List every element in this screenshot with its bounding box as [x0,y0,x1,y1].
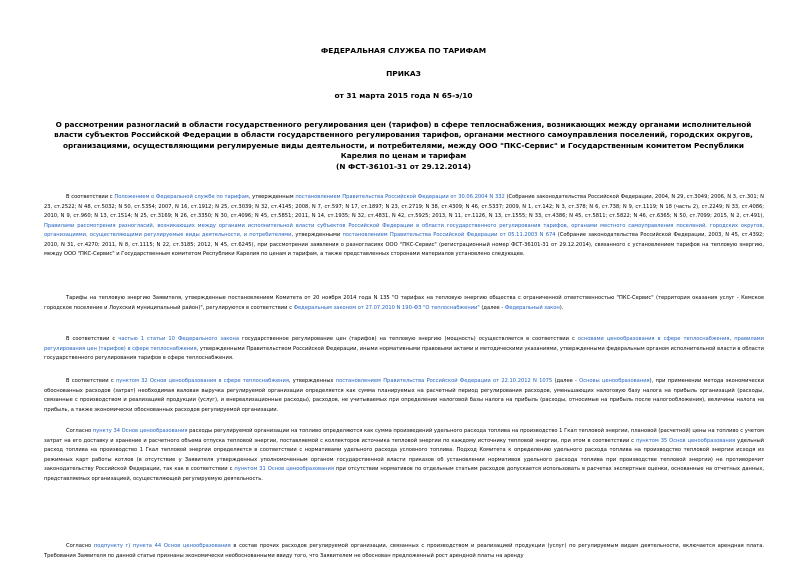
paragraph-text: ). [559,304,564,311]
paragraph-text: Тарифы на тепловую энергию Заявителя, утвержденные постановлением Комитета от 20 ноября 2014 года N 135 "О тарифах на тепловую энергию общества с ограниченной ответственностью "ПКС-Сервис" (территория оказания услуг - Кемское городское поселение и Лоухский муниципальный район)", регулируются в соответствии с [44,295,764,311]
document-link[interactable]: частью 1 статьи 10 Федерального закона [118,336,240,342]
document-link[interactable]: постановлением Правительства Российской Федерации от 05.11.2003 N 674 [342,232,556,238]
document-link[interactable]: Федеральным законом от 27.07.2010 N 190-ФЗ "О теплоснабжении" [293,304,480,311]
paragraph-6 [44,542,764,561]
document-link[interactable]: подпункту г) пункта 44 Основ ценообразования [93,543,231,549]
document-link[interactable]: пункту 34 Основ ценообразования [92,428,188,434]
paragraph-3 [44,335,764,364]
document-title [44,120,763,172]
paragraph-text: Согласно [66,428,93,434]
paragraph-text: В соответствии с [66,336,119,342]
document-link[interactable]: постановлением Правительства Российской Федерации от 30.06.2004 N 332 [295,194,505,200]
document-link[interactable]: пунктом 31 Основ ценообразования [234,466,334,472]
paragraph-text: при отсутствии нормативов по отдельным статьям расходов допускается использовать в расчетах экспертные оценки, основанные на отчетных данных, представляемых организацией, осуществляющей регулируемую деятельность. [44,466,765,482]
document-link[interactable]: Правилами рассмотрения разногласий, возникающих между органами исполнительной власти субъектов Российской Федерации в области государственного регулирования тарифов, органами местного самоуправления поселений, городских округов, организациями, осуществляющими регулируемые виды деятельности, и потребителями [44,222,764,238]
paragraph-text: , утвержденным [248,194,296,200]
document-title-number: (N ФСТ-36101-31 от 29.12.2014) [336,161,471,171]
document-link[interactable]: пунктом 32 Основ ценообразования в сфере теплоснабжения [115,378,289,384]
paragraph-text: В соответствии с [66,194,115,200]
document-type-heading: ПРИКАЗ [386,69,421,78]
paragraph-text: (Собрание законодательства Российской Федерации, 2003, N 45, ст.4392; 2010, N 31, ст.4270; 2011, N 8, ст.1115; N 22, ст.3185; 2012, N 45, ст.6245), при рассмотрении заявления о разногласиях ООО "ПКС-Сервис" (регистрационный номер ФСТ-36101-31 от 29.12.2014), связанного с установлением тарифов на тепловую энергию, между ООО "ПКС-Сервис" и Государственным комитетом Республики Карелия по ценам и тарифам, а также представленных сторонами материалов установлено следующее. [44,232,764,257]
paragraph-text: расходы регулируемой организации на топливо определяются как сумма произведений удельного расхода топлива на производство 1 Гкал тепловой энергии, плановой (расчетной) цены на топливо с учетом затрат на его доставку и хранение и расчетного объема отпуска тепловой энергии, поставляемой с коллекторов источника тепловой энергии по каждому источнику тепловой энергии, при этом в соответствии с [44,428,764,444]
paragraph-text: , [729,336,735,342]
paragraph-text: , утвержденными Правительством Российской Федерации, иными нормативными правовыми актами и методическими указаниями, утвержденными федеральным органом исполнительной власти в области государственного регулирования тарифов в сфере теплоснабжения. [44,345,764,361]
document-link[interactable]: правилами регулирования цен (тарифов) в сфере теплоснабжения [44,336,764,352]
paragraph-text: , утвержденными [291,232,343,238]
document-date: от 31 марта 2015 года N 65-э/10 [334,91,473,100]
document-link[interactable]: Положением о Федеральной службе по тарифам [114,194,249,200]
document-title-text: О рассмотрении разногласий в области государственного регулирования цен (тарифов) в сфере теплоснабжения, возникающих между органами исполнительной власти субъектов Российской Федерации в области государственного регулирования тарифов, органами местного самоуправления поселений, городских округов, организациями, осуществляющими регулируемые виды деятельности, и потребителями, между ООО "ПКС-Сервис" и Государственным комитетом Республики Карелия по ценам и тарифам [54,120,753,161]
paragraph-text: , утвержденных [288,378,336,384]
document-link[interactable]: Основы ценообразования [579,378,650,384]
paragraph-text: государственное регулирование цен (тарифов) на тепловую энергию (мощность) осуществляется в соответствии с [239,336,578,342]
paragraph-text: (Собрание законодательства Российской Федерации, 2004, N 29, ст.3049; 2006, N 3, ст.301; N 23, ст.2522; N 48, ст.5032; N 50, ст.5354; 2007, N 16, ст.1912; N 25, ст.3039; N 32, ст.4145; 2008, N 7, ст.597; N 17, ст.1897; N 23, ст.2719; N 38, ст.4309; N 46, ст.5337; 2009, N 1, ст.142; N 3, ст.378; N 6, ст.738; N 9, ст.1119; N 18 (часть 2), ст.2249; N 33, ст.4086; 2010, N 9, ст.960; N 13, ст.1514; N 25, ст.3169; N 26, ст.3350; N 30, ст.4096; N 45, ст.5851; 2011, N 14, ст.1935; N 32, ст.4831, N 42, ст.5925; 2013, N 11, ст.1126, N 13, ст.1555; N 33, ст.4386; N 45, ст.5811; ст.5822; N 46, ст.6365; N 50, ст.7099; 2015, N 2, ст.491), [44,194,764,219]
paragraph-5 [44,427,764,484]
paragraph-text: (далее - [552,378,580,384]
organization-heading: ФЕДЕРАЛЬНАЯ СЛУЖБА ПО ТАРИФАМ [320,46,487,55]
document-link[interactable]: основами ценообразования в сфере теплоснабжения [577,336,730,342]
paragraph-text: удельный расход топлива на производство 1 Гкал тепловой энергии определяется в соответствии с нормативами удельного расхода условного топлива. Подход Комитета к определению удельного расхода топлива на производство тепловой энергии исходя из режимных карт работы котлов (в отсутствие у Заявителя утвержденных уполномоченным органом государственной власти приказов об установлении нормативов удельного расхода топлива при производстве тепловой энергии) не противоречит законодательству Российской Федерации, так как в соответствии с [44,437,764,472]
paragraph-4 [44,377,764,415]
document-link[interactable]: Федеральный закон [504,304,560,311]
paragraph-text: ), при применении метода экономически обоснованных расходов (затрат) необходимая валовая выручка регулируемой организации определяется как сумма планируемых на расчетный период регулирования расходов, уменьшающих налоговую базу налога на прибыль организаций (расходы, связанные с производством и реализацией продукции (услуг), и внереализационные расходы), расходов, не учитываемых при определении налоговой базы налога на прибыль (расходы, относимые на прибыль после налогообложения), величины налога на прибыль, а также экономически обоснованных расходов регулируемой организации. [44,378,764,413]
paragraph-text: в состав прочих расходов регулируемой организации, связанных с производством и реализацией продукции (услуг) по регулируемым видам деятельности, включается арендная плата. Требования Заявителя по данной статье признаны экономически необоснованными ввиду того, что Заявителем не обоснован предложенный рост арендной платы на аренду [44,543,764,559]
document-link[interactable]: постановлением Правительства Российской Федерации от 22.10.2012 N 1075 [335,378,553,384]
paragraph-text: Согласно [66,543,94,549]
paragraph-text: (далее - [479,304,505,311]
paragraph-2 [44,294,764,313]
paragraph-1 [44,193,764,260]
paragraph-text: В соответствии с [66,378,116,384]
document-link[interactable]: пунктом 35 Основ ценообразования [635,437,736,444]
